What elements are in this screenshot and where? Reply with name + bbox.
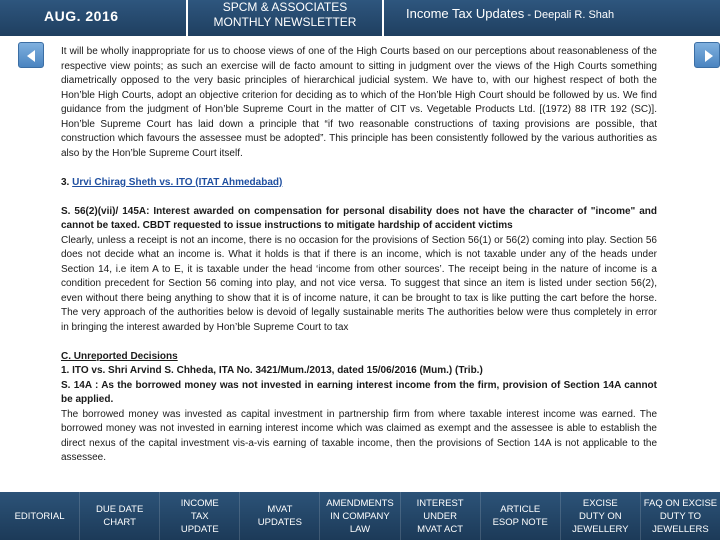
nav-company-law-amendments[interactable]: AMENDMENTS IN COMPANY LAW <box>320 492 400 540</box>
section-author: - Deepali R. Shah <box>524 9 615 21</box>
nav-mvat-updates[interactable]: MVAT UPDATES <box>240 492 320 540</box>
nav-due-date-chart[interactable]: DUE DATE CHART <box>80 492 160 540</box>
nav-editorial[interactable]: EDITORIAL <box>0 492 80 540</box>
case-link[interactable]: Urvi Chirag Sheth vs. ITO (ITAT Ahmedabad) <box>72 176 283 188</box>
nav-excise-jewellery[interactable]: EXCISE DUTY ON JEWELLERY <box>561 492 641 540</box>
section-heading: C. Unreported Decisions <box>61 350 178 362</box>
paragraph: Clearly, unless a receipt is not an income, there is no occasion for the provisions of Section 56(1) or 56(2) coming into play. Section 56 does not decide what an income is. What it holds is that if there is an income, which is not taxable under any of the heads under Section 14, i.e item A to E, it is taxable under the head ‘income from other sources’. The receipt being in the nature of income is a condition precedent for Section 56 coming into play, and not vice versa. To suggest that since an item is listed under section 56(2), even without there being anything to show that it is of income nature, it can be brought to tax is like putting the cart before the horse. The very approach of the authorities below is devoid of legally sustainable merits The authorities below were thus completely in error in bringing the interest awarded by Hon’ble Supreme Court to tax <box>61 234 657 333</box>
newsletter-label: MONTHLY NEWSLETTER <box>213 15 357 29</box>
footer-nav <box>0 492 720 540</box>
next-page-button[interactable] <box>694 42 720 68</box>
left-arrow-icon <box>27 50 35 62</box>
case-heading: S. 56(2)(vii)/ 145A: Interest awarded on compensation for personal disability does not have the character of "income" and cannot be taxed. CBDT requested to issue instructions to mitigate hardship of accident victims <box>61 205 657 231</box>
nav-income-tax-update[interactable]: INCOME TAX UPDATE <box>160 492 240 540</box>
case-heading: S. 14A : As the borrowed money was not invested in earning interest income from the firm, provision of Section 14A cannot be applied. <box>61 379 657 405</box>
section-title <box>384 0 720 36</box>
firm-title <box>188 0 382 36</box>
paragraph: The borrowed money was invested as capital investment in partnership firm from where taxable interest income was earned. The borrowed money was not invested in earning interest income which was claimed as exempt and the assessee is able to establish the direct nexus of the capital investment vis-a-vis earning of taxable income, then the provisions of Section 14A is not applicable to the assessee. <box>61 408 657 463</box>
section-name: Income Tax Updates <box>406 6 525 21</box>
nav-faq-excise[interactable]: FAQ ON EXCISE DUTY TO JEWELLERS <box>643 497 718 535</box>
case-title: 1. ITO vs. Shri Arvind S. Chheda, ITA No. 3421/Mum./2013, dated 15/06/2016 (Mum.) (Trib.) <box>61 365 483 376</box>
case-title <box>61 176 657 191</box>
header-bar <box>0 0 720 36</box>
firm-name: SPCM & ASSOCIATES <box>222 0 348 14</box>
article-body <box>61 45 657 466</box>
case-number: 3. <box>61 176 73 188</box>
issue-date: AUG. 2016 <box>0 0 186 36</box>
nav-article-esop[interactable]: ARTICLE ESOP NOTE <box>481 492 561 540</box>
right-arrow-icon <box>705 50 713 62</box>
nav-interest-mvat-act[interactable]: INTEREST UNDER MVAT ACT <box>401 492 481 540</box>
previous-page-button[interactable] <box>18 42 44 68</box>
paragraph: It will be wholly inappropriate for us to choose views of one of the High Courts based on our perceptions about reasonableness of the respective view points; as such an exercise will de facto amount to sitting in judgment over the views of the High Courts something diametrically opposed to the very basic principles of hierarchical judicial system. We have to, with our highest respect of both the Hon’ble High Courts, adopt an objective criterion for deciding as to which of the Hon’ble High Court should be followed by us. We find guidance from the judgment of Hon’ble Supreme Court in the matter of CIT vs. Vegetable Products Ltd. [(1972) 88 ITR 192 (SC)]. Hon’ble Supreme Court has laid down a principle that “if two reasonable constructions of taxing provisions are possible, that construction which favours the assessee must be adopted”. This principle has been consistently followed by the various authorities as also by the Hon’ble Supreme Court itself. <box>61 46 657 159</box>
